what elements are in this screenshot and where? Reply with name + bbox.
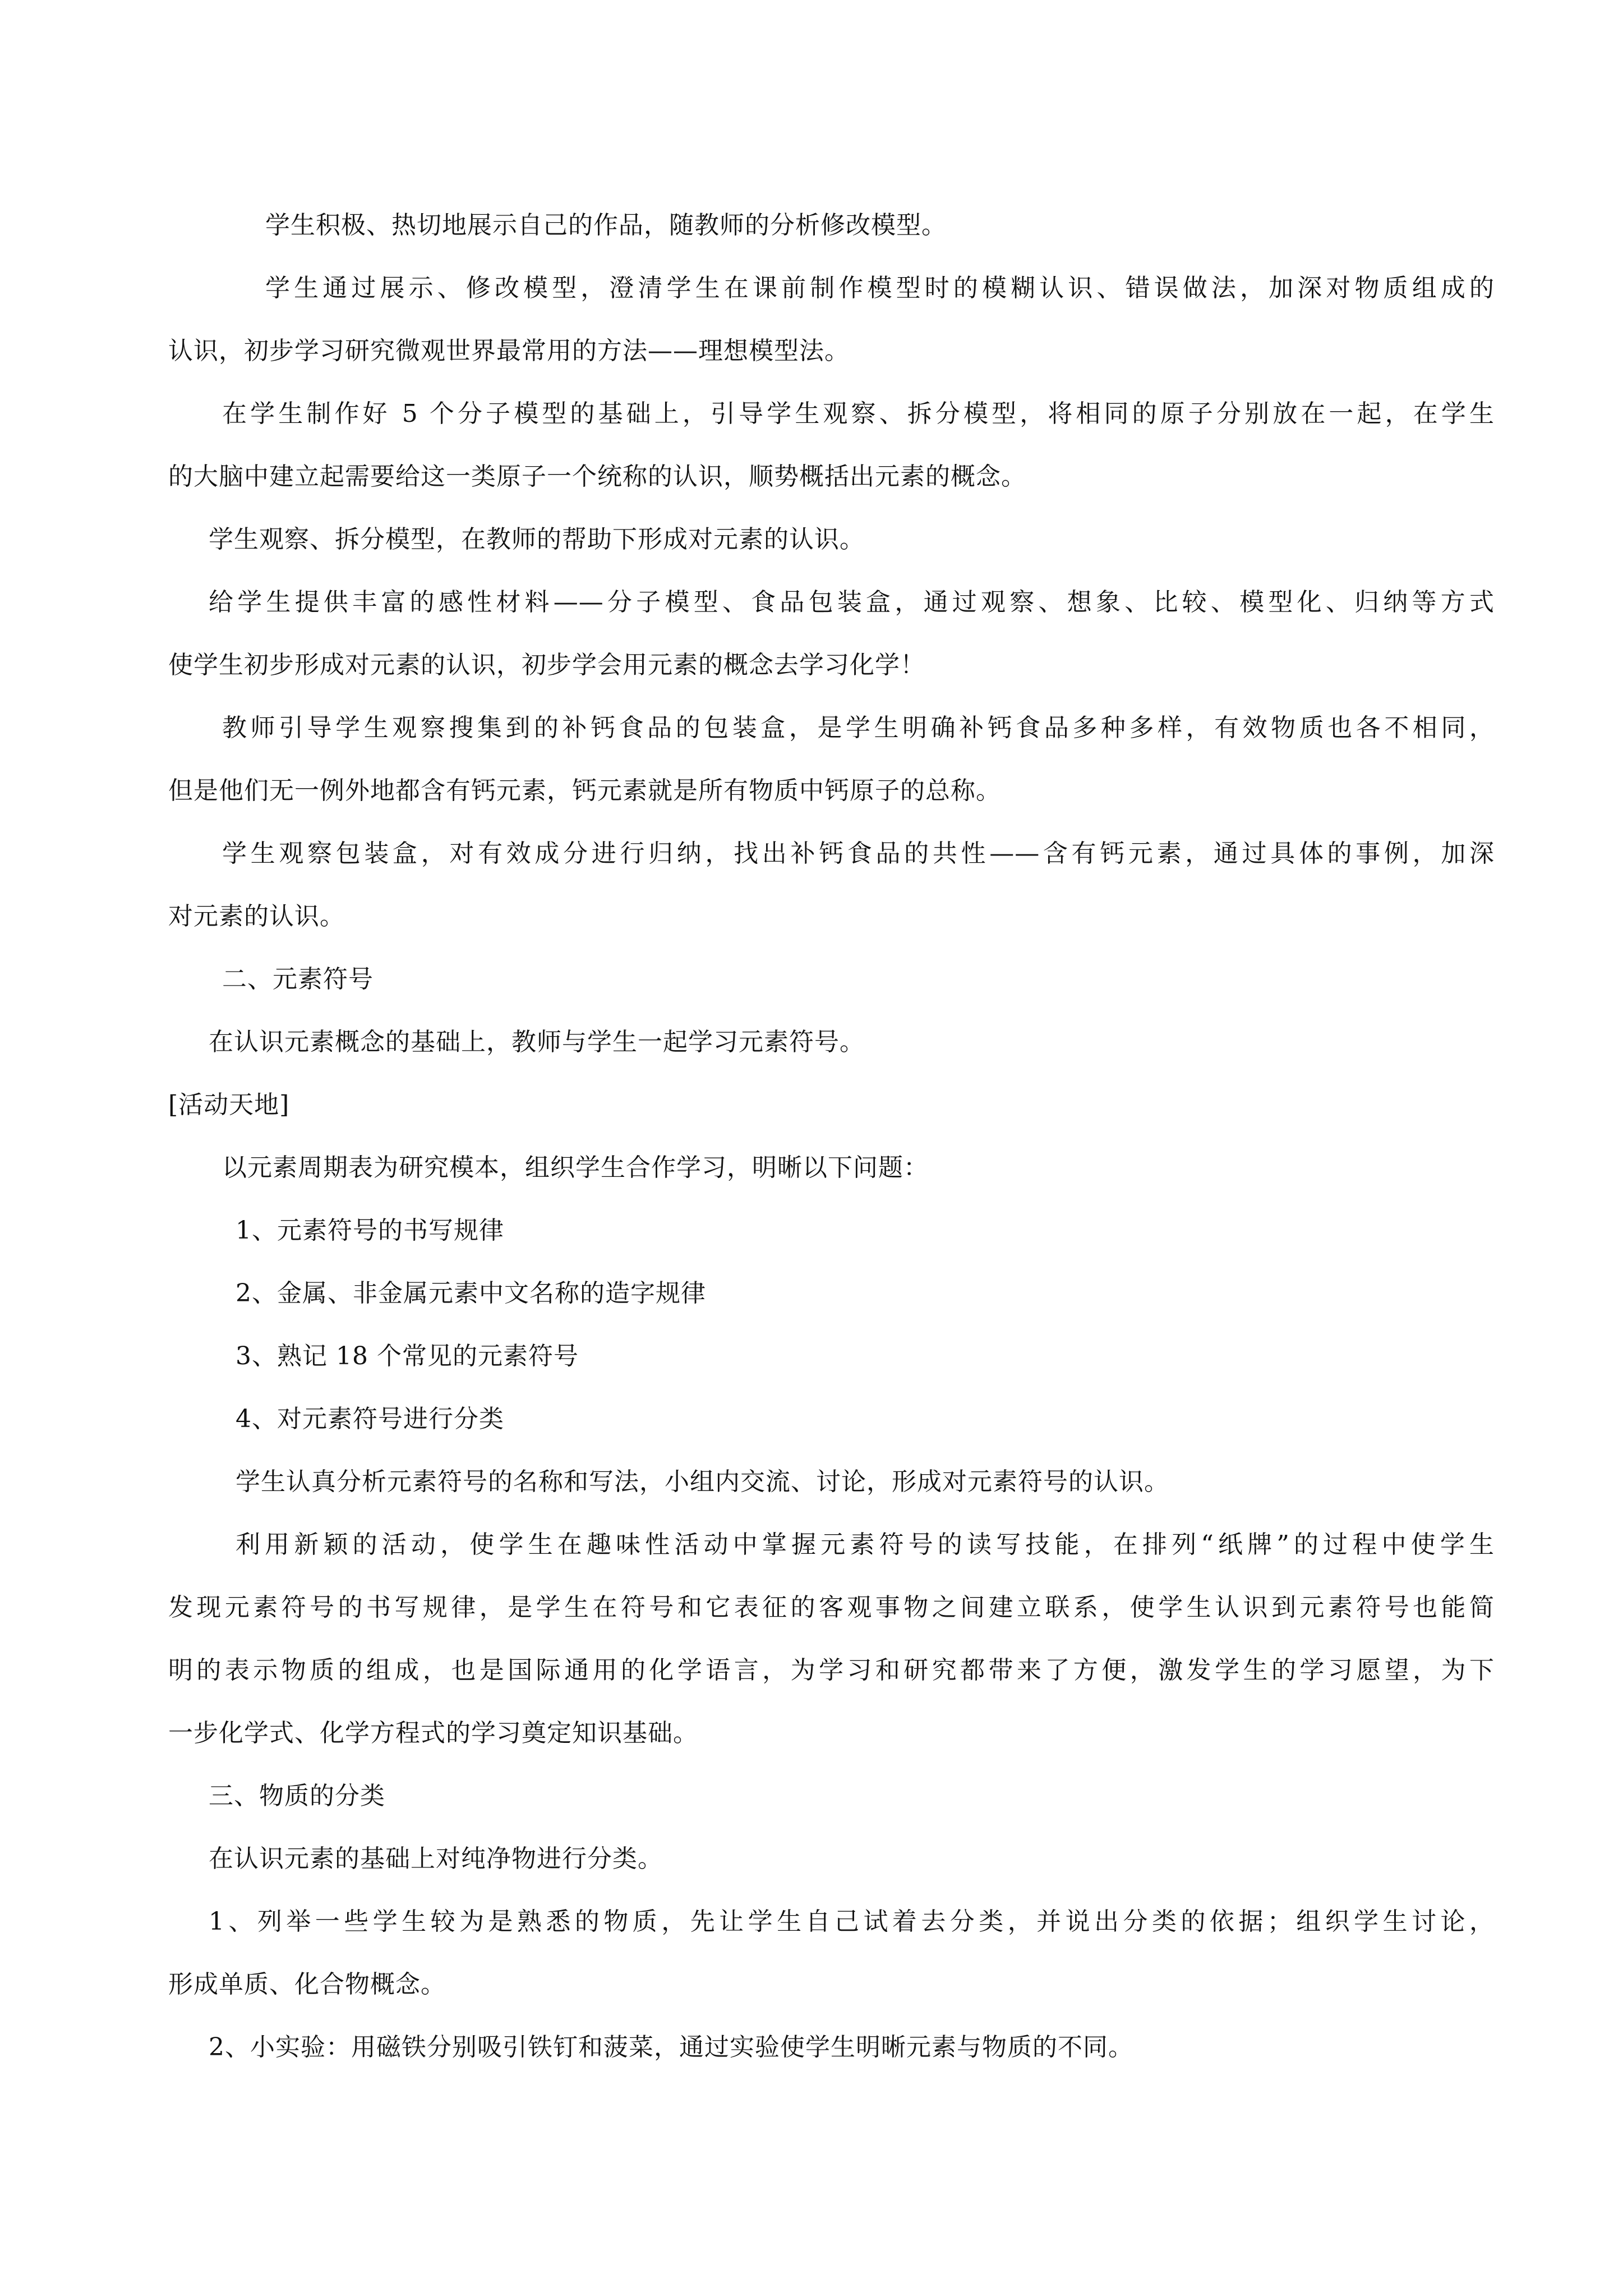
paragraph-line: 的大脑中建立起需要给这一类原子一个统称的认识，顺势概括出元素的概念。 — [168, 462, 1026, 491]
list-item: 1、元素符号的书写规律 — [236, 1216, 504, 1245]
paragraph-line: 2、小实验：用磁铁分别吸引铁钉和菠菜，通过实验使学生明晰元素与物质的不同。 — [209, 2033, 1133, 2062]
paragraph-line: 教师引导学生观察搜集到的补钙食品的包装盒，是学生明确补钙食品多种多样，有效物质也各不相同， — [222, 714, 1495, 742]
paragraph-line: 以元素周期表为研究模本，组织学生合作学习，明晰以下问题： — [222, 1153, 929, 1182]
list-item: 4、对元素符号进行分类 — [236, 1405, 504, 1433]
paragraph-line: 利用新颖的活动，使学生在趣味性活动中掌握元素符号的读写技能，在排列“纸牌”的过程中使学生 — [236, 1530, 1495, 1559]
paragraph-line: 在学生制作好 5 个分子模型的基础上，引导学生观察、拆分模型，将相同的原子分别放在一起，在学生 — [222, 399, 1495, 428]
paragraph-line: 学生积极、热切地展示自己的作品，随教师的分析修改模型。 — [265, 211, 947, 240]
paragraph-line: 给学生提供丰富的感性材料——分子模型、食品包装盒，通过观察、想象、比较、模型化、归纳等方式 — [209, 588, 1495, 616]
section-heading: 三、物质的分类 — [209, 1782, 385, 1810]
paragraph-line: 1、列举一些学生较为是熟悉的物质，先让学生自己试着去分类，并说出分类的依据；组织学生讨论， — [209, 1907, 1495, 1936]
paragraph-line: 认识，初步学习研究微观世界最常用的方法——理想模型法。 — [168, 337, 850, 365]
paragraph-line: 发现元素符号的书写规律，是学生在符号和它表征的客观事物之间建立联系，使学生认识到元素符号也能简 — [168, 1593, 1495, 1622]
paragraph-line: 学生观察包装盒，对有效成分进行归纳，找出补钙食品的共性——含有钙元素，通过具体的事例，加深 — [222, 839, 1495, 868]
paragraph-line: 在认识元素概念的基础上，教师与学生一起学习元素符号。 — [209, 1028, 865, 1056]
paragraph-line: 但是他们无一例外地都含有钙元素，钙元素就是所有物质中钙原子的总称。 — [168, 776, 1001, 805]
paragraph-line: 使学生初步形成对元素的认识，初步学会用元素的概念去学习化学！ — [168, 651, 925, 679]
paragraph-line: 明的表示物质的组成，也是国际通用的化学语言，为学习和研究都带来了方便，激发学生的学习愿望，为下 — [168, 1656, 1495, 1685]
list-item: 2、金属、非金属元素中文名称的造字规律 — [236, 1279, 706, 1308]
section-heading: 二、元素符号 — [222, 965, 374, 993]
paragraph-line: 学生观察、拆分模型，在教师的帮助下形成对元素的认识。 — [209, 525, 865, 554]
activity-label: [活动天地] — [168, 1091, 290, 1119]
list-item: 3、熟记 18 个常见的元素符号 — [236, 1342, 579, 1370]
paragraph-line: 学生通过展示、修改模型，澄清学生在课前制作模型时的模糊认识、错误做法，加深对物质组成的 — [265, 274, 1495, 302]
paragraph-line: 学生认真分析元素符号的名称和写法，小组内交流、讨论，形成对元素符号的认识。 — [236, 1467, 1169, 1496]
paragraph-line: 在认识元素的基础上对纯净物进行分类。 — [209, 1844, 663, 1873]
paragraph-line: 形成单质、化合物概念。 — [168, 1970, 446, 1999]
paragraph-line: 对元素的认识。 — [168, 902, 345, 931]
paragraph-line: 一步化学式、化学方程式的学习奠定知识基础。 — [168, 1719, 698, 1747]
